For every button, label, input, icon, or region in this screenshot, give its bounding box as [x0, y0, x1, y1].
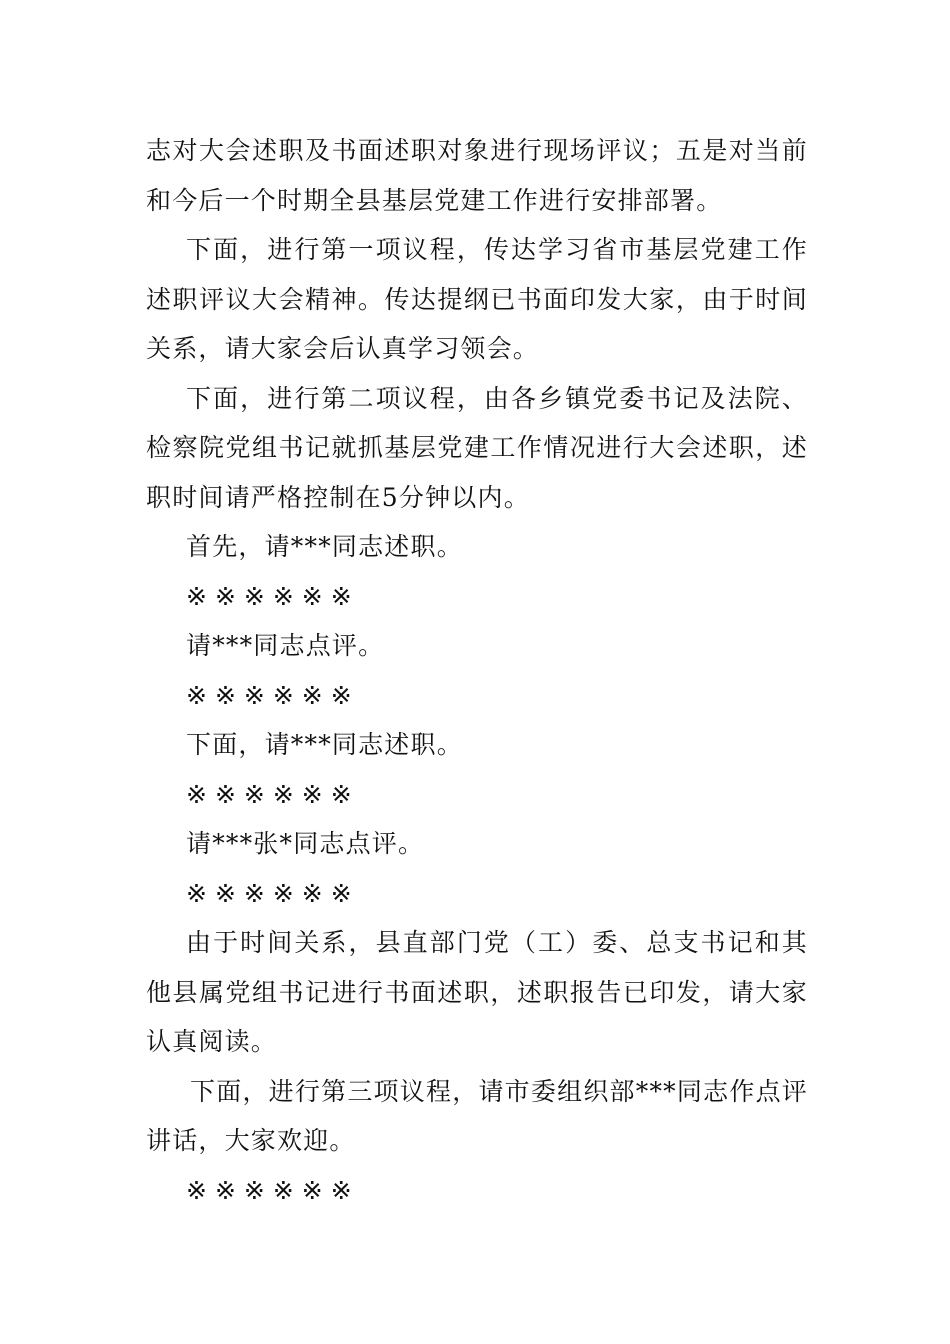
paragraph-next-report: 下面，请***同志述职。: [186, 730, 463, 759]
paragraph-first-review: 请***同志点评。: [186, 631, 385, 660]
separator-marks: ※※※※※※: [186, 779, 360, 809]
separator-marks: ※※※※※※: [186, 581, 360, 611]
paragraph-second-review: 请***张*同志点评。: [186, 829, 425, 858]
separator-marks: ※※※※※※: [186, 878, 360, 908]
paragraph-agenda-item-1: 下面，进行第一项议程，传达学习省市基层党建工作述职评议大会精神。传达提纲已书面印发大家，由于时间关系，请大家会后认真学习领会。: [146, 235, 808, 363]
paragraph-agenda-item-3: 下面，进行第三项议程，请市委组织部***同志作点评讲话，大家欢迎。: [146, 1076, 808, 1155]
paragraph-written-reports: 由于时间关系，县直部门党（工）委、总支书记和其他县属党组书记进行书面述职，述职报告已印发，请大家认真阅读。: [146, 928, 808, 1056]
paragraph-continuation: 志对大会述职及书面述职对象进行现场评议；五是对当前和今后一个时期全县基层党建工作进行安排部署。: [146, 136, 808, 215]
separator-marks: ※※※※※※: [186, 680, 360, 710]
paragraph-agenda-item-2: 下面，进行第二项议程，由各乡镇党委书记及法院、检察院党组书记就抓基层党建工作情况进行大会述职，述职时间请严格控制在5分钟以内。: [146, 383, 808, 512]
document-body: [146, 126, 808, 1215]
paragraph-first-report: 首先，请***同志述职。: [186, 532, 463, 561]
separator-marks: ※※※※※※: [186, 1175, 360, 1205]
